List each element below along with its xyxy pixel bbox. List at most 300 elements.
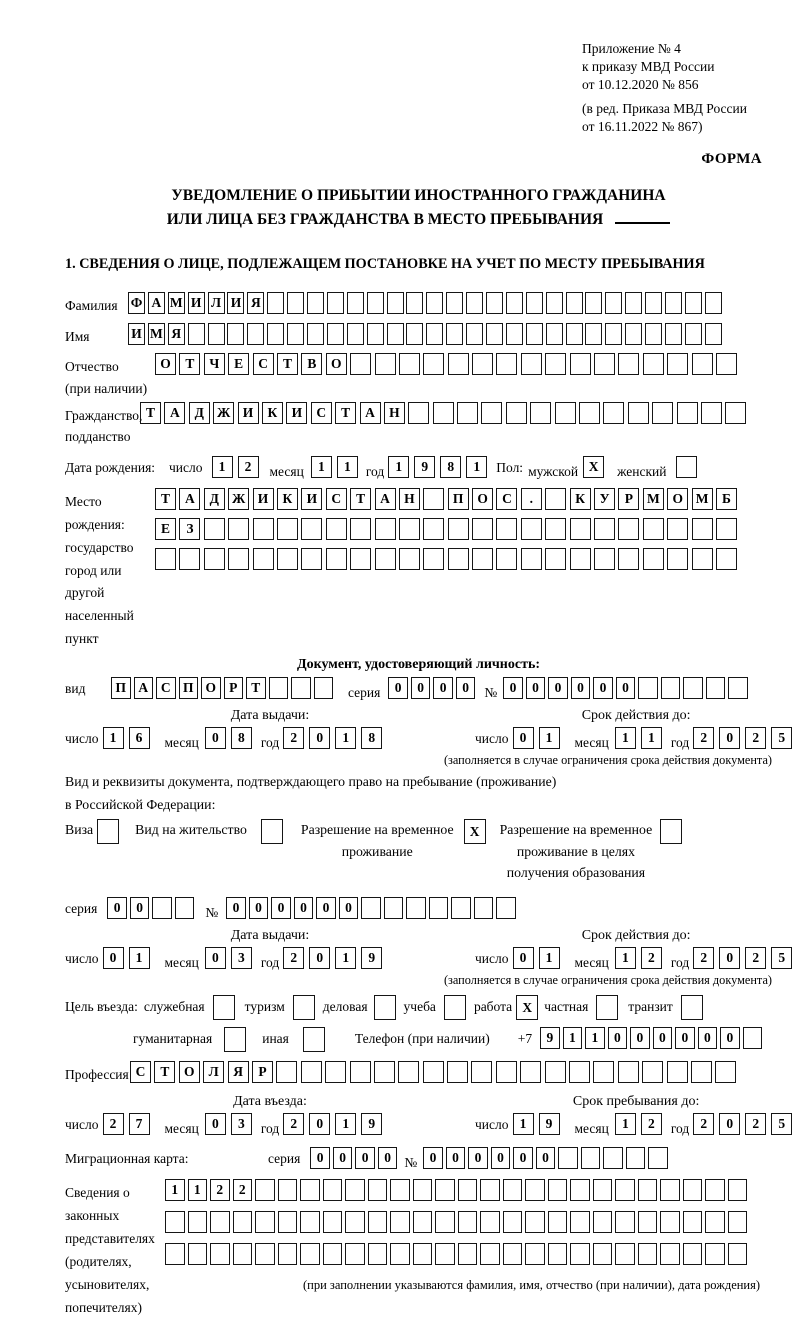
char-cell bbox=[555, 402, 576, 424]
char-cell bbox=[247, 323, 264, 345]
char-cell bbox=[665, 323, 682, 345]
char-cell bbox=[466, 323, 483, 345]
char-cell: Т bbox=[335, 402, 356, 424]
char-cell: 2 bbox=[693, 727, 714, 749]
char-cell bbox=[716, 518, 737, 540]
option-education-line3: получения образования bbox=[506, 865, 646, 880]
char-cell bbox=[287, 292, 304, 314]
identity-expiry-dateline bbox=[475, 727, 797, 751]
char-cell bbox=[253, 548, 274, 570]
char-cell: 1 bbox=[388, 456, 409, 478]
residence-number-label: № bbox=[205, 905, 219, 921]
identity-issue-year bbox=[283, 727, 387, 749]
char-cell: 1 bbox=[615, 947, 636, 969]
purpose-humanitarian-label: гуманитарная bbox=[133, 1031, 213, 1047]
purpose-study-checkbox bbox=[444, 995, 466, 1020]
char-cell bbox=[618, 1061, 639, 1083]
char-cell bbox=[433, 402, 454, 424]
char-cell: 3 bbox=[231, 1113, 252, 1135]
char-cell bbox=[300, 1211, 320, 1233]
char-cell bbox=[546, 323, 563, 345]
char-cell bbox=[594, 518, 615, 540]
representatives-row1 bbox=[165, 1179, 750, 1201]
char-cell: 2 bbox=[745, 1113, 766, 1135]
order-date-line: от 10.12.2020 № 856 bbox=[582, 77, 699, 93]
char-cell: 0 bbox=[653, 1027, 673, 1049]
doc-kind-label: вид bbox=[65, 681, 86, 697]
legal-reference-block bbox=[582, 40, 772, 136]
char-cell: 0 bbox=[571, 677, 591, 699]
order-line: к приказу МВД России bbox=[582, 59, 715, 75]
migration-series-cells bbox=[310, 1147, 400, 1169]
birth-month-cells bbox=[311, 456, 363, 478]
char-cell bbox=[458, 1211, 478, 1233]
char-cell bbox=[683, 1179, 703, 1201]
representatives-label-line1: Сведения о bbox=[65, 1184, 130, 1200]
doc-series-label: серия bbox=[348, 685, 381, 701]
char-cell: О bbox=[326, 353, 347, 375]
identity-issue-header: Дата выдачи: bbox=[230, 708, 310, 724]
char-cell bbox=[293, 995, 315, 1020]
year-label: год bbox=[670, 1120, 690, 1136]
stay-until-dateline bbox=[475, 1113, 797, 1137]
char-cell: 2 bbox=[641, 947, 662, 969]
char-cell: 0 bbox=[309, 947, 330, 969]
char-cell bbox=[471, 1061, 492, 1083]
residence-expiry-dateline bbox=[475, 947, 797, 971]
birth-date-label: Дата рождения: bbox=[65, 459, 156, 475]
option-temp-residence-education bbox=[500, 819, 683, 883]
char-cell bbox=[406, 897, 426, 919]
char-cell: 0 bbox=[103, 947, 124, 969]
char-cell bbox=[350, 353, 371, 375]
char-cell: 0 bbox=[226, 897, 246, 919]
char-cell bbox=[347, 323, 364, 345]
migration-card-label: Миграционная карта: bbox=[65, 1150, 189, 1166]
char-cell bbox=[345, 1179, 365, 1201]
char-cell: 1 bbox=[335, 1113, 356, 1135]
char-cell bbox=[255, 1243, 275, 1265]
char-cell: 0 bbox=[608, 1027, 628, 1049]
char-cell bbox=[165, 1211, 185, 1233]
char-cell bbox=[368, 1179, 388, 1201]
option-temp-residence-line1: Разрешение на временное bbox=[300, 822, 454, 838]
char-cell bbox=[435, 1243, 455, 1265]
representatives-label-line5: усыновителях, bbox=[65, 1276, 150, 1292]
char-cell bbox=[390, 1179, 410, 1201]
char-cell bbox=[585, 323, 602, 345]
citizenship-label-line1: Гражданство, bbox=[65, 407, 143, 423]
char-cell bbox=[347, 292, 364, 314]
char-cell bbox=[691, 1061, 712, 1083]
identity-issue-dateline bbox=[65, 727, 475, 751]
char-cell bbox=[593, 1179, 613, 1201]
month-label: месяц bbox=[574, 955, 609, 971]
char-cell bbox=[213, 995, 235, 1020]
residence-series-label: серия bbox=[65, 901, 98, 917]
char-cell bbox=[255, 1211, 275, 1233]
char-cell bbox=[204, 548, 225, 570]
char-cell bbox=[188, 1211, 208, 1233]
char-cell: 1 bbox=[585, 1027, 605, 1049]
char-cell bbox=[384, 897, 404, 919]
char-cell bbox=[692, 353, 713, 375]
char-cell bbox=[701, 402, 722, 424]
char-cell bbox=[594, 353, 615, 375]
char-cell bbox=[692, 548, 713, 570]
citizenship-label-line2: подданство bbox=[65, 429, 131, 445]
char-cell bbox=[233, 1243, 253, 1265]
year-label: год bbox=[260, 955, 280, 971]
char-cell bbox=[652, 402, 673, 424]
representatives-label-line3: представителях bbox=[65, 1230, 155, 1246]
char-cell bbox=[615, 1179, 635, 1201]
identity-expiry-month bbox=[615, 727, 667, 749]
char-cell: Д bbox=[204, 488, 225, 510]
char-cell bbox=[728, 1211, 748, 1233]
residence-number-cells bbox=[226, 897, 519, 919]
char-cell: Т bbox=[154, 1061, 175, 1083]
char-cell bbox=[448, 518, 469, 540]
char-cell bbox=[486, 323, 503, 345]
char-cell: 0 bbox=[536, 1147, 556, 1169]
entry-day bbox=[103, 1113, 155, 1135]
birth-place-label-line2: государство bbox=[65, 539, 134, 555]
option-education-line2: проживание в целях bbox=[516, 843, 635, 859]
char-cell bbox=[570, 518, 591, 540]
char-cell: А bbox=[375, 488, 396, 510]
char-cell bbox=[496, 353, 517, 375]
char-cell bbox=[596, 995, 618, 1020]
char-cell bbox=[375, 518, 396, 540]
char-cell: 0 bbox=[411, 677, 431, 699]
char-cell: 0 bbox=[719, 947, 740, 969]
char-cell bbox=[267, 323, 284, 345]
migration-series-label: серия bbox=[268, 1150, 301, 1166]
char-cell: М bbox=[168, 292, 185, 314]
phone-prefix: +7 bbox=[517, 1031, 533, 1047]
char-cell bbox=[618, 353, 639, 375]
char-cell: Я bbox=[168, 323, 185, 345]
option-temp-residence-checkbox bbox=[464, 819, 486, 844]
char-cell: 0 bbox=[491, 1147, 511, 1169]
char-cell: 8 bbox=[231, 727, 252, 749]
day-label: число bbox=[65, 1116, 99, 1132]
char-cell bbox=[423, 1061, 444, 1083]
char-cell: 0 bbox=[616, 677, 636, 699]
char-cell bbox=[301, 1061, 322, 1083]
char-cell: 0 bbox=[698, 1027, 718, 1049]
char-cell: 5 bbox=[771, 727, 792, 749]
char-cell bbox=[208, 323, 225, 345]
char-cell bbox=[570, 548, 591, 570]
char-cell bbox=[261, 819, 283, 844]
char-cell: 0 bbox=[205, 727, 226, 749]
char-cell: 0 bbox=[513, 727, 534, 749]
char-cell bbox=[660, 819, 682, 844]
given-name-row bbox=[65, 323, 772, 348]
identity-doc-row bbox=[65, 677, 772, 701]
char-cell: 2 bbox=[283, 727, 304, 749]
residence-doc-dates bbox=[65, 928, 786, 971]
char-cell bbox=[480, 1243, 500, 1265]
stay-until-col bbox=[475, 1094, 797, 1137]
char-cell: И bbox=[253, 488, 274, 510]
char-cell: 0 bbox=[205, 1113, 226, 1135]
representatives-label-line6: попечителях) bbox=[65, 1299, 142, 1315]
citizenship-label bbox=[65, 402, 143, 448]
patronymic-label bbox=[65, 353, 155, 399]
char-cell: 2 bbox=[693, 1113, 714, 1135]
stay-until-day bbox=[513, 1113, 565, 1135]
amendment-line: (в ред. Приказа МВД России bbox=[582, 100, 747, 116]
identity-doc-header: Документ, удостоверяющий личность: bbox=[296, 657, 541, 673]
char-cell bbox=[480, 1211, 500, 1233]
char-cell: 1 bbox=[311, 456, 332, 478]
char-cell: 0 bbox=[526, 677, 546, 699]
amendment-date-line: от 16.11.2022 № 867) bbox=[582, 118, 703, 134]
char-cell: 1 bbox=[212, 456, 233, 478]
residence-series-cells bbox=[107, 897, 197, 919]
option-temp-residence-education-label bbox=[500, 819, 653, 883]
char-cell bbox=[743, 1027, 763, 1049]
char-cell: С bbox=[326, 488, 347, 510]
char-cell bbox=[345, 1243, 365, 1265]
residence-issue-col bbox=[65, 928, 475, 971]
visit-purpose-row2 bbox=[65, 1027, 772, 1052]
char-cell bbox=[585, 292, 602, 314]
char-cell bbox=[350, 548, 371, 570]
phone-cells bbox=[540, 1027, 765, 1049]
month-label: месяц bbox=[574, 1120, 609, 1136]
profession-row bbox=[65, 1061, 772, 1086]
char-cell bbox=[457, 402, 478, 424]
migration-card-row bbox=[65, 1147, 772, 1171]
char-cell: 1 bbox=[615, 727, 636, 749]
option-temp-residence-label bbox=[301, 819, 454, 862]
char-cell bbox=[480, 1179, 500, 1201]
char-cell bbox=[210, 1243, 230, 1265]
char-cell: Т bbox=[155, 488, 176, 510]
char-cell: 9 bbox=[539, 1113, 560, 1135]
given-name-cells bbox=[128, 323, 725, 345]
char-cell: А bbox=[148, 292, 165, 314]
month-label: месяц bbox=[574, 735, 609, 751]
identity-issue-col bbox=[65, 708, 475, 751]
residence-expiry-year bbox=[693, 947, 797, 969]
char-cell bbox=[188, 1243, 208, 1265]
char-cell: Ф bbox=[128, 292, 145, 314]
char-cell: 0 bbox=[309, 1113, 330, 1135]
char-cell: М bbox=[148, 323, 165, 345]
char-cell bbox=[367, 323, 384, 345]
residence-doc-intro1: Вид и реквизиты документа, подтверждающего право на пребывание (проживание) bbox=[65, 774, 557, 790]
char-cell: . bbox=[521, 488, 542, 510]
char-cell bbox=[545, 548, 566, 570]
gender-female-checkbox bbox=[676, 456, 702, 478]
birth-date-row bbox=[65, 456, 772, 480]
section1-title: 1. СВЕДЕНИЯ О ЛИЦЕ, ПОДЛЕЖАЩЕМ ПОСТАНОВКЕ НА УЧЕТ ПО МЕСТУ ПРЕБЫВАНИЯ bbox=[65, 256, 705, 273]
birth-place-label-line4: населенный пункт bbox=[65, 608, 134, 647]
char-cell bbox=[642, 1061, 663, 1083]
char-cell: 0 bbox=[130, 897, 150, 919]
char-cell bbox=[643, 518, 664, 540]
char-cell: 0 bbox=[316, 897, 336, 919]
char-cell bbox=[323, 1243, 343, 1265]
migration-number-label: № bbox=[404, 1154, 418, 1170]
char-cell bbox=[667, 1061, 688, 1083]
char-cell: И bbox=[301, 488, 322, 510]
char-cell bbox=[681, 995, 703, 1020]
char-cell bbox=[255, 1179, 275, 1201]
residence-expiry-day bbox=[513, 947, 565, 969]
char-cell bbox=[466, 292, 483, 314]
char-cell bbox=[665, 292, 682, 314]
char-cell bbox=[269, 677, 289, 699]
char-cell: Л bbox=[203, 1061, 224, 1083]
char-cell bbox=[210, 1211, 230, 1233]
representatives-label-line4: (родителях, bbox=[65, 1253, 132, 1269]
month-label: месяц bbox=[164, 955, 199, 971]
char-cell bbox=[413, 1243, 433, 1265]
char-cell bbox=[593, 1061, 614, 1083]
char-cell: 1 bbox=[513, 1113, 534, 1135]
purpose-study bbox=[404, 995, 466, 1020]
char-cell: Д bbox=[189, 402, 210, 424]
citizenship-row bbox=[65, 402, 772, 448]
day-label: число bbox=[65, 731, 99, 747]
residence-doc-options bbox=[65, 819, 772, 883]
surname-row bbox=[65, 292, 772, 317]
char-cell bbox=[530, 402, 551, 424]
purpose-official-checkbox bbox=[213, 995, 235, 1020]
purpose-private-checkbox bbox=[596, 995, 618, 1020]
char-cell bbox=[413, 1179, 433, 1201]
char-cell: М bbox=[692, 488, 713, 510]
char-cell bbox=[408, 402, 429, 424]
char-cell bbox=[685, 292, 702, 314]
char-cell bbox=[323, 1211, 343, 1233]
birth-place-row1 bbox=[155, 488, 740, 510]
char-cell: В bbox=[301, 353, 322, 375]
char-cell bbox=[677, 402, 698, 424]
representatives-block bbox=[65, 1179, 772, 1320]
char-cell: 1 bbox=[188, 1179, 208, 1201]
identity-validity-note: (заполняется в случае ограничения срока действия документа) bbox=[443, 753, 772, 768]
purpose-other bbox=[262, 1027, 325, 1052]
option-residence-permit-checkbox bbox=[261, 819, 283, 844]
day-label: число bbox=[475, 1116, 509, 1132]
char-cell bbox=[566, 292, 583, 314]
char-cell bbox=[224, 1027, 246, 1052]
doc-number-cells bbox=[503, 677, 751, 699]
char-cell bbox=[472, 548, 493, 570]
entry-date-dateline bbox=[65, 1113, 475, 1137]
char-cell: Н bbox=[384, 402, 405, 424]
doc-kind-cells bbox=[111, 677, 336, 699]
char-cell bbox=[548, 1179, 568, 1201]
char-cell bbox=[581, 1147, 601, 1169]
char-cell bbox=[545, 353, 566, 375]
purpose-transit bbox=[628, 995, 703, 1020]
char-cell bbox=[496, 897, 516, 919]
char-cell: 0 bbox=[107, 897, 127, 919]
char-cell: 5 bbox=[771, 947, 792, 969]
char-cell bbox=[521, 353, 542, 375]
char-cell bbox=[390, 1211, 410, 1233]
char-cell: А bbox=[360, 402, 381, 424]
forma-label: ФОРМА bbox=[701, 151, 762, 168]
char-cell: 0 bbox=[309, 727, 330, 749]
char-cell: 0 bbox=[294, 897, 314, 919]
char-cell bbox=[638, 1179, 658, 1201]
char-cell: 0 bbox=[630, 1027, 650, 1049]
char-cell bbox=[615, 1211, 635, 1233]
char-cell: 6 bbox=[129, 727, 150, 749]
char-cell bbox=[570, 1179, 590, 1201]
char-cell bbox=[503, 1211, 523, 1233]
char-cell bbox=[253, 518, 274, 540]
char-cell bbox=[301, 518, 322, 540]
option-temp-residence-line2: проживание bbox=[341, 843, 413, 859]
char-cell bbox=[423, 518, 444, 540]
char-cell: Ж bbox=[213, 402, 234, 424]
char-cell bbox=[287, 323, 304, 345]
citizenship-cells bbox=[140, 402, 750, 424]
char-cell bbox=[486, 292, 503, 314]
char-cell bbox=[474, 897, 494, 919]
char-cell bbox=[705, 1243, 725, 1265]
char-cell: 0 bbox=[388, 677, 408, 699]
char-cell bbox=[685, 323, 702, 345]
purpose-business-checkbox bbox=[374, 995, 396, 1020]
char-cell: 1 bbox=[129, 947, 150, 969]
residence-expiry-month bbox=[615, 947, 667, 969]
char-cell bbox=[643, 548, 664, 570]
char-cell bbox=[368, 1243, 388, 1265]
birth-year-cells bbox=[388, 456, 492, 478]
birth-month-label: месяц bbox=[269, 463, 304, 479]
char-cell bbox=[152, 897, 172, 919]
char-cell: 8 bbox=[440, 456, 461, 478]
char-cell bbox=[618, 518, 639, 540]
char-cell: 2 bbox=[641, 1113, 662, 1135]
char-cell bbox=[525, 1211, 545, 1233]
residence-issue-month bbox=[205, 947, 257, 969]
char-cell bbox=[548, 1211, 568, 1233]
char-cell bbox=[423, 353, 444, 375]
visit-purpose-label: Цель въезда: bbox=[65, 999, 138, 1015]
char-cell: 9 bbox=[540, 1027, 560, 1049]
purpose-humanitarian-checkbox bbox=[224, 1027, 246, 1052]
residence-expiry-header: Срок действия до: bbox=[581, 928, 691, 944]
char-cell bbox=[179, 548, 200, 570]
char-cell bbox=[326, 518, 347, 540]
char-cell bbox=[458, 1243, 478, 1265]
form-title-line2-wrap bbox=[65, 208, 772, 232]
identity-issue-month bbox=[205, 727, 257, 749]
char-cell: А bbox=[164, 402, 185, 424]
char-cell bbox=[204, 518, 225, 540]
char-cell bbox=[594, 548, 615, 570]
char-cell bbox=[446, 292, 463, 314]
char-cell: Ч bbox=[204, 353, 225, 375]
stay-until-header: Срок пребывания до: bbox=[572, 1093, 700, 1109]
char-cell: Т bbox=[277, 353, 298, 375]
char-cell: И bbox=[227, 292, 244, 314]
residence-validity-note: (заполняется в случае ограничения срока действия документа) bbox=[443, 973, 772, 988]
char-cell bbox=[307, 323, 324, 345]
